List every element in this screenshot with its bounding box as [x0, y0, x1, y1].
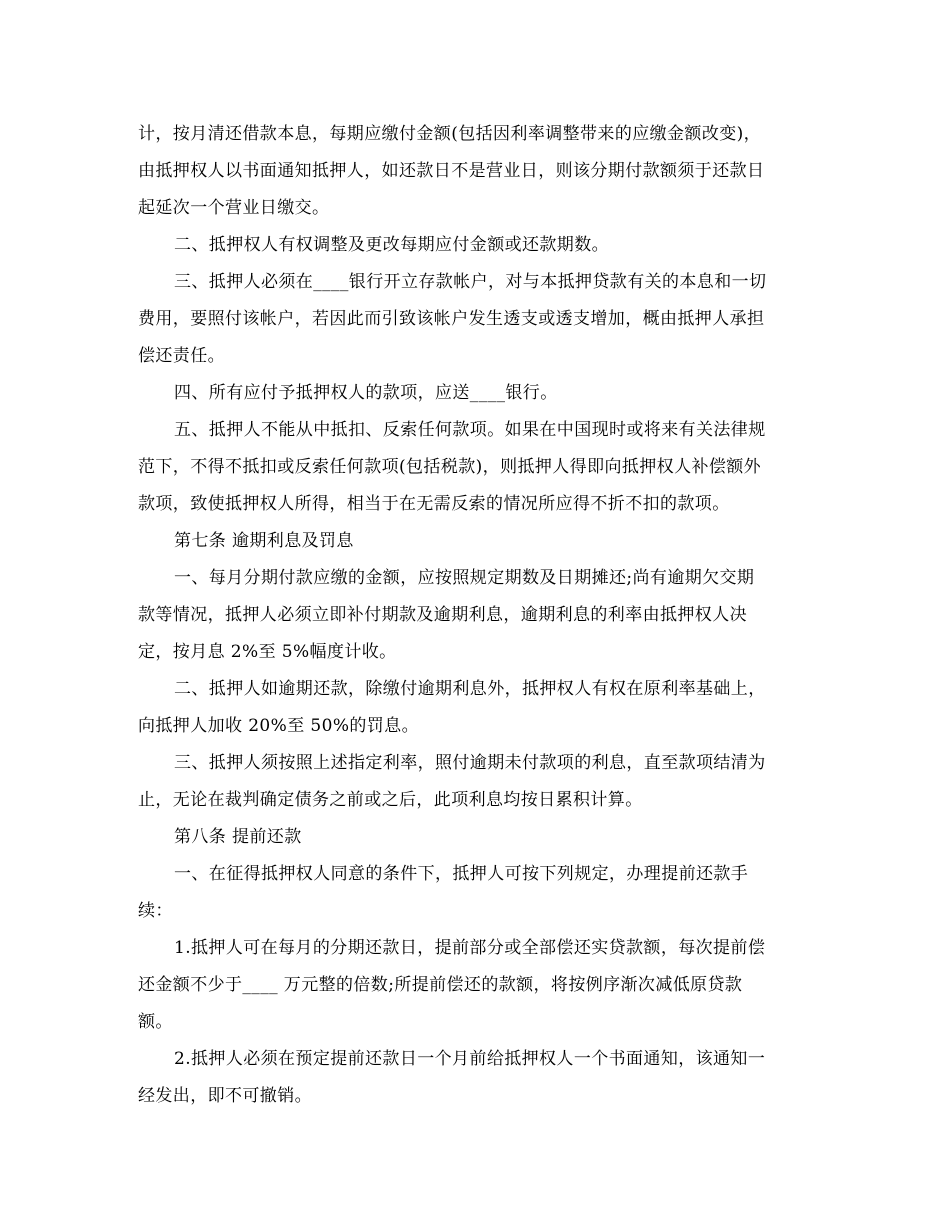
text-line: 1.抵押人可在每月的分期还款日，提前部分或全部偿还实贷款额，每次提前偿 — [174, 938, 766, 958]
section-heading: 第八条 提前还款 — [174, 827, 302, 847]
paragraph-overdue-interest — [138, 560, 818, 671]
paragraph-prepayment-procedure — [138, 856, 818, 930]
paragraph-payments-to-bank — [138, 375, 818, 412]
text-line: 止，无论在裁判确定债务之前或之后，此项利息均按日累积计算。 — [138, 790, 643, 810]
text-line: 向抵押人加收 20%至 50%的罚息。 — [138, 716, 419, 736]
text-line: 三、抵押人必须在____银行开立存款帐户，对与本抵押贷款有关的本息和一切 — [174, 272, 767, 292]
text-line: 款项，致使抵押权人所得，相当于在无需反索的情况所应得不折不扣的款项。 — [138, 494, 730, 514]
text-line: 三、抵押人须按照上述指定利率，照付逾期未付款项的利息，直至款项结清为 — [174, 753, 766, 773]
paragraph-continued — [138, 116, 818, 227]
article-7-heading — [138, 523, 818, 560]
text-line: 2.抵押人必须在预定提前还款日一个月前给抵押权人一个书面通知，该通知一 — [174, 1049, 766, 1069]
text-line: 一、在征得抵押权人同意的条件下，抵押人可按下列规定，办理提前还款手 — [174, 864, 749, 884]
paragraph-daily-accrual — [138, 745, 818, 819]
paragraph-no-deduction — [138, 412, 818, 523]
text-line: 费用，要照付该帐户，若因此而引致该帐户发生透支或透支增加，概由抵押人承担 — [138, 309, 765, 329]
text-line: 二、抵押权人有权调整及更改每期应付金额或还款期数。 — [174, 235, 609, 255]
text-line: 五、抵押人不能从中抵扣、反索任何款项。如果在中国现时或将来有关法律规 — [174, 420, 766, 440]
text-line: 范下，不得不抵扣或反索任何款项(包括税款)，则抵押人得即向抵押权人补偿额外 — [138, 457, 762, 477]
paragraph-penalty-interest — [138, 671, 818, 745]
text-line: 由抵押权人以书面通知抵押人，如还款日不是营业日，则该分期付款额须于还款日 — [138, 161, 765, 181]
text-line: 二、抵押人如逾期还款，除缴付逾期利息外，抵押权人有权在原利率基础上， — [174, 679, 766, 699]
text-line: 一、每月分期付款应缴的金额，应按照规定期数及日期摊还;尚有逾期欠交期 — [174, 568, 755, 588]
text-line: 定，按月息 2%至 5%幅度计收。 — [138, 642, 397, 662]
text-line: 经发出，即不可撤销。 — [138, 1086, 312, 1106]
paragraph-prepayment-item-2 — [138, 1041, 818, 1115]
text-line: 额。 — [138, 1012, 173, 1032]
text-line: 偿还责任。 — [138, 346, 225, 366]
text-line: 四、所有应付予抵押权人的款项，应送____银行。 — [174, 383, 558, 403]
text-line: 还金额不少于____ 万元整的倍数;所提前偿还的款额，将按例序渐次减低原贷款 — [138, 975, 743, 995]
text-line: 起延次一个营业日缴交。 — [138, 198, 330, 218]
paragraph-deposit-account — [138, 264, 818, 375]
text-line: 续： — [138, 901, 173, 921]
paragraph-prepayment-item-1 — [138, 930, 818, 1041]
article-8-heading — [138, 819, 818, 856]
text-line: 计，按月清还借款本息，每期应缴付金额(包括因利率调整带来的应缴金额改变)， — [138, 124, 762, 144]
document-body — [138, 116, 818, 1115]
paragraph-adjust-right — [138, 227, 818, 264]
section-heading: 第七条 逾期利息及罚息 — [174, 531, 354, 551]
text-line: 款等情况，抵押人必须立即补付期款及逾期利息，逾期利息的利率由抵押权人决 — [138, 605, 747, 625]
